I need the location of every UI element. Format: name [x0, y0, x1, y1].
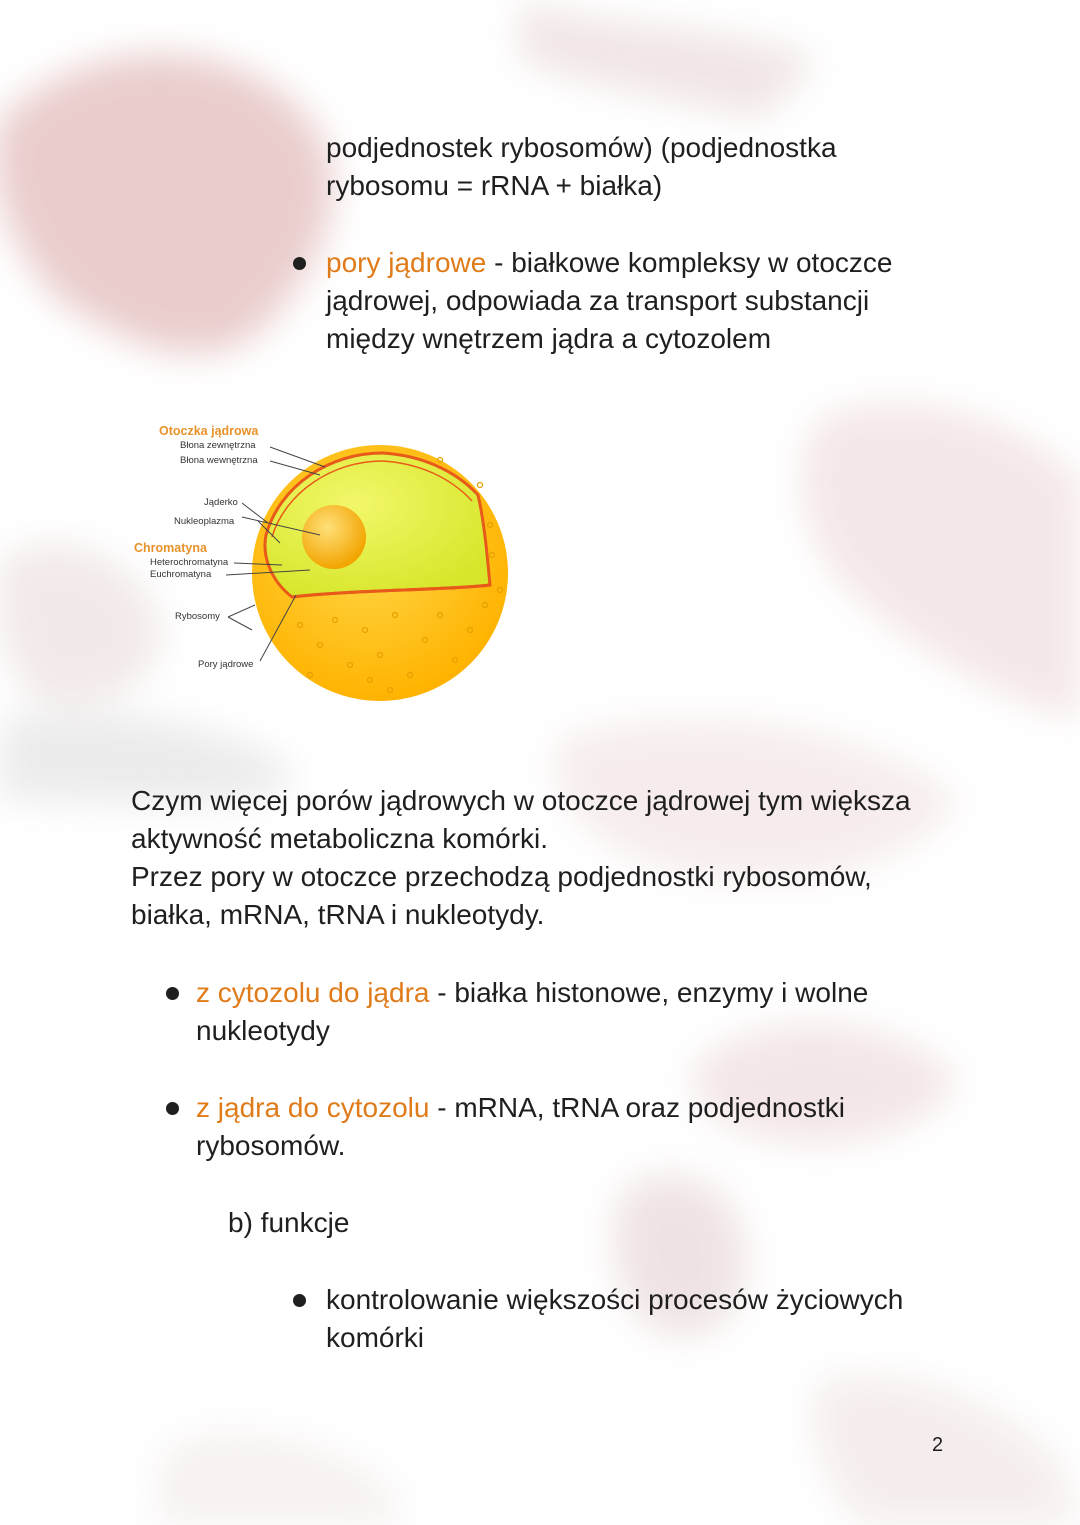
label-ribosomes: Rybosomy	[175, 611, 220, 622]
transport-2-term: z jądra do cytozolu	[196, 1092, 430, 1123]
functions-heading: b) funkcje	[228, 1207, 350, 1238]
label-euchromatin: Euchromatyna	[150, 569, 212, 580]
label-nucleoplasm: Nukleoplazma	[174, 516, 235, 527]
intro-line-2: rybosomu = rRNA + białka)	[326, 170, 663, 201]
label-envelope: Otoczka jądrowa	[159, 424, 259, 438]
intro-line-1: podjednostek rybosomów) (podjednostka	[326, 132, 837, 163]
nucleus-diagram	[120, 415, 520, 715]
pores-bullet-line-2: jądrowej, odpowiada za transport substancji	[326, 285, 870, 316]
transport-1-line-1	[196, 974, 868, 1012]
page-number: 2	[932, 1434, 944, 1456]
pores-bullet-line-3: między wnętrzem jądra a cytozolem	[326, 323, 772, 354]
paragraph-line-1: Czym więcej porów jądrowych w otoczce jądrowej tym większa	[131, 785, 911, 816]
label-inner-membrane: Błona wewnętrzna	[180, 455, 258, 466]
transport-1-rest: - białka histonowe, enzymy i wolne	[429, 977, 869, 1008]
label-nucleolus: Jąderko	[204, 497, 238, 508]
bullet-dot	[166, 1102, 179, 1115]
transport-2-line-1	[196, 1089, 845, 1127]
transport-1-line-2: nukleotydy	[196, 1015, 330, 1046]
label-chromatin: Chromatyna	[134, 541, 207, 555]
transport-2-line-2: rybosomów.	[196, 1130, 346, 1161]
paragraph-line-4: białka, mRNA, tRNA i nukleotydy.	[131, 899, 545, 930]
functions-item-line-2: komórki	[326, 1322, 425, 1353]
nucleolus	[302, 505, 366, 569]
bullet-dot	[293, 257, 306, 270]
pores-line-1-rest: - białkowe kompleksy w otoczce	[486, 247, 893, 278]
pores-bullet-line-1	[326, 244, 892, 282]
paragraph-line-3: Przez pory w otoczce przechodzą podjednostki rybosomów,	[131, 861, 872, 892]
transport-1-term: z cytozolu do jądra	[196, 977, 430, 1008]
functions-item-line-1: kontrolowanie większości procesów życiowych	[326, 1284, 904, 1315]
label-nuclear-pores: Pory jądrowe	[198, 659, 254, 670]
transport-2-rest: - mRNA, tRNA oraz podjednostki	[429, 1092, 845, 1123]
bullet-dot	[293, 1294, 306, 1307]
paragraph-line-2: aktywność metaboliczna komórki.	[131, 823, 549, 854]
bullet-dot	[166, 987, 179, 1000]
label-outer-membrane: Błona zewnętrzna	[180, 440, 256, 451]
pores-term: pory jądrowe	[326, 247, 487, 278]
label-heterochromatin: Heterochromatyna	[150, 557, 229, 568]
